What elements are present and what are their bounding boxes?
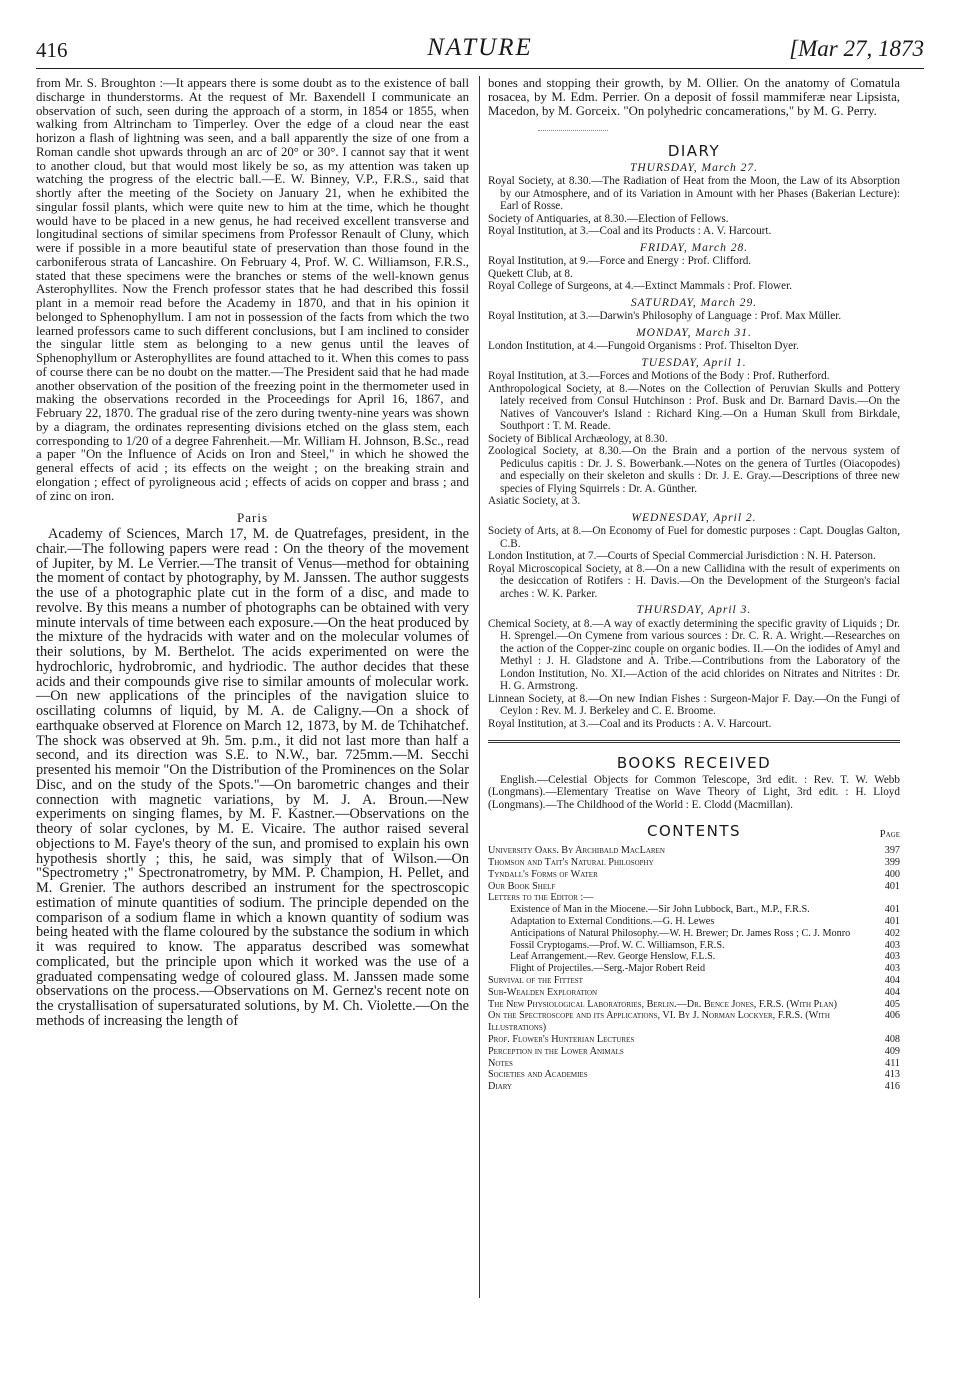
issue-date: [Mar 27, 1873 bbox=[789, 36, 924, 61]
contents-row bbox=[488, 904, 900, 916]
diary-day-heading: THURSDAY, April 3. bbox=[636, 604, 752, 617]
diary-entry: London Institution, at 7.—Courts of Special Commercial Jurisdiction : N. H. Paterson. bbox=[488, 550, 876, 563]
contents-entry-page: 416 bbox=[884, 1081, 900, 1093]
contents-entry-page: 397 bbox=[884, 845, 900, 857]
contents-entry-title: Societies and Academies bbox=[488, 1069, 588, 1081]
contents-entry-title: Letters to the Editor :— bbox=[488, 892, 594, 904]
contents-header bbox=[488, 822, 900, 845]
contents-row bbox=[488, 1069, 900, 1081]
diary-day-heading: FRIDAY, March 28. bbox=[639, 241, 749, 254]
diary-day-heading: TUESDAY, April 1. bbox=[641, 356, 747, 369]
dotted-separator bbox=[538, 130, 608, 131]
contents-row bbox=[488, 1081, 900, 1093]
contents-row bbox=[488, 857, 900, 869]
contents-entry-page: 408 bbox=[884, 1034, 900, 1045]
contents-entry-title: Sub-Wealden Exploration bbox=[488, 986, 598, 998]
diary-entry: Chemical Society, at 8.—A way of exactly determining the specific gravity of Liquids ; Dr. H. Sprengel.—On Cymene from various sources : Dr. C. R. A. Wright.—Researches on the action of the Copper-zinc couple on organic bodies. II.—On the iodides of Amyl and Methyl : J. H. Gladstone and A. Tribe.—Contributions from the Laboratory of the London Institution, No. XI.—Action of the acid chlorides on Nitrates and Nitrites : Dr. H. G. Armstrong. bbox=[488, 617, 900, 693]
contents-entry-title: Tyndall's Forms of Water bbox=[488, 868, 598, 880]
diary-entry: Asiatic Society, at 3. bbox=[488, 495, 581, 508]
contents-row bbox=[488, 916, 900, 928]
contents-entry-title: Thomson and Tait's Natural Philosophy bbox=[488, 857, 654, 869]
contents-row bbox=[488, 892, 900, 904]
page-number: 416 bbox=[36, 38, 68, 62]
contents-row bbox=[488, 951, 900, 963]
contents-row bbox=[488, 940, 900, 952]
diary-entry: Royal Institution, at 3.—Coal and its Products : A. V. Harcourt. bbox=[488, 225, 772, 238]
contents-row bbox=[488, 975, 900, 987]
contents-entry-page: 403 bbox=[884, 951, 900, 963]
contents-row bbox=[488, 1058, 900, 1070]
diary-entry: Royal Microscopical Society, at 8.—On a new Callidina with the result of experiments on the desiccation of Rotifers : H. Davis.—On the Development of the Sturgeon's facial arches : W. K. Parker. bbox=[488, 562, 900, 600]
contents-entry-page: 409 bbox=[884, 1045, 900, 1057]
contents-row bbox=[488, 928, 900, 940]
diary-entry: Anthropological Society, at 8.—Notes on the Collection of Peruvian Skulls and Pottery lately received from Consul Hutchinson : Prof. Busk and Dr. Barnard Davis.—On the Natives of Vancouver's Island : Richard King.—On a Human Skull from Birkdale, Southport : T. M. Reade. bbox=[488, 382, 900, 433]
contents-entry-page: 403 bbox=[884, 963, 900, 975]
diary-entry: London Institution, at 4.—Fungoid Organisms : Prof. Thiselton Dyer. bbox=[488, 340, 799, 353]
contents-entry-title: Our Book Shelf bbox=[488, 880, 556, 892]
contents-entry-title: Notes bbox=[488, 1057, 513, 1069]
contents-entry-title: On the Spectroscope and its Applications, VI. By J. Norman Lockyer, F.R.S. (With Illustrations) bbox=[488, 1010, 830, 1034]
diary-day-heading: MONDAY, March 31. bbox=[636, 326, 752, 339]
contents-list bbox=[488, 845, 900, 1093]
contents-entry-title: Prof. Flower's Hunterian Lectures bbox=[488, 1034, 635, 1045]
diary-title: DIARY bbox=[667, 142, 721, 161]
society-report-paragraph: from Mr. S. Broughton :—It appears there is some doubt as to the existence of ball discharge in thunderstorms. At the request of Mr. Baxendell I communicate an observation of such, seen during the approach of a storm, in 1854 or 1855, when walking from Altrincham to Timperley. Over the edge of a cloud near the east horizon a flash of lightning was seen, and a ball apparently the size of one from a Roman candle shot upwards through an arc of 20° or 30°. I cannot say that it went to another cloud, but that would most likely be so, as my attention was taken up watching the progress of the electric ball.—E. W. Binney, V.P., F.R.S., said that shortly after the meeting of the Society on January 21, when he exhibited the singular fossil plants, which were quite new to him at the time, which he thought would have to be placed in a new genus, he had received excellent transverse and longitudinal sections of similar specimens from Professor Renault of Cluny, which were if possible in a more beautiful state of preservation than those found in the carboniferous strata of Lancashire. On February 4, Prof. W. C. Williamson, F.R.S., stated that these specimens were the branches or stems of the well-known genus Asterophyllites. Now the French professor states that he had described this fossil plant in a memoir read before the Academy in 1870, and that in his opinion it belonged to Sphenophyllum. I am not in possession of the facts from which the two learned professors came to such different conclusions, but I am inclined to consider the singular little stem as belonging to a new genus until the leaves of Sphenophyllum or Asterophyllites are found attached to it. When this comes to pass of course there can be no doubt on the matter.—The President said that he had made another observation of the position of the freezing point in the thermometer used in making the observations recorded in the Proceedings for April 16, 1867, and February 22, 1870. The gradual rise of the zero during twenty-nine years was shown by a diagram, the ordinates representing divisions etched on the glass stem, each corresponding to 1/20 of a degree Fahrenheit.—Mr. William H. Johnson, B.Sc., read a paper "On the Influence of Acids on Iron and Steel," in which he showed the general effects of acid ; its effects on the weight ; on the breaking strain and elongation ; effect of pyroligneous acid ; effects of acids on copper and brass ; and of zinc on iron. bbox=[36, 76, 469, 503]
header-rule bbox=[36, 68, 924, 69]
diary-entry: Royal Institution, at 9.—Force and Energy : Prof. Clifford. bbox=[488, 255, 752, 268]
column-divider bbox=[479, 76, 480, 1298]
contents-entry-page: 413 bbox=[884, 1069, 900, 1081]
diary-entry: Royal College of Surgeons, at 4.—Extinct Mammals : Prof. Flower. bbox=[488, 280, 793, 293]
contents-row bbox=[488, 881, 900, 893]
contents-entry-page: 403 bbox=[884, 939, 900, 951]
contents-entry-title: Diary bbox=[488, 1081, 513, 1093]
contents-entry-page: 404 bbox=[884, 975, 900, 987]
contents-entry-page: 402 bbox=[884, 927, 900, 939]
diary-entry: Linnean Society, at 8.—On new Indian Fishes : Surgeon-Major F. Day.—On the Fungi of Ceylon : Rev. M. J. Berkeley and C. E. Broome. bbox=[488, 692, 900, 718]
contents-row bbox=[488, 999, 900, 1011]
continued-paragraph: bones and stopping their growth, by M. Ollier. On the anatomy of Comatula rosacea, by M. Edm. Perrier. On a deposit of fossil mammiferæ near Lipsista, Macedon, by M. Gorceix. "On polyhedric concamerations," by M. G. Perry. bbox=[488, 76, 900, 118]
contents-entry-page: 399 bbox=[884, 857, 900, 869]
contents-entry-title: Adaptation to External Conditions.—G. H. Lewes bbox=[510, 916, 715, 928]
diary-entry: Zoological Society, at 8.30.—On the Brain and a portion of the nervous system of Pediculus capitis : Dr. J. S. Bowerbank.—Notes on the genera of Turtles (Oiacopodes) and especially on their skeleton and skulls : Dr. J. E. Gray.—Descriptions of three new species of Flying Squirrels : Dr. A. Günther. bbox=[488, 445, 900, 495]
contents-entry-page: 401 bbox=[884, 880, 900, 892]
contents-entry-page: 404 bbox=[884, 986, 900, 998]
books-list: English.—Celestial Objects for Common Telescope, 3rd edit. : Rev. T. W. Webb (Longmans).—Elementary Treatise on Wave Theory of Light, 3rd edit. : H. Lloyd (Longmans).—The Childhood of the World : E. Clodd (Macmillan). bbox=[488, 773, 900, 811]
books-received bbox=[488, 774, 900, 812]
diary-entry: Society of Biblical Archæology, at 8.30. bbox=[488, 432, 668, 445]
academy-report-paragraph: Academy of Sciences, March 17, M. de Quatrefages, president, in the chair.—The following papers were read : On the theory of the movement of Jupiter, by M. Le Verrier.—The transit of Venus—method for obtaining the moment of contact by photography, by M. Janssen. The author suggests the use of a photographic plate cut in the form of a disc, and made to revolve. By this means a number of photographs can be obtained with very minute intervals of time between each exposure.—On the heat produced by the mixture of the hydracids with water and on the molecular volumes of their solutions, by M. Berthelot. The acids experimented on were the hydrochloric, hydrobromic, and hydriodic. The author decides that these acids and their compounds give rise to similar amounts of molecular work.—On new applications of the principles of the navigation sluice to oscillating columns of liquid, by M. A. de Caligny.—On a shock of earthquake observed at Florence on March 12, 1873, by M. de Tchihatchef. The shock was observed at 9h. 5m. p.m., it did not last more than half a second, and its direction was S.E. to N.W., bar. 725mm.—M. Secchi presented his memoir "On the Distribution of the Prominences on the Solar Disc, and on the study of the Spots."—On barometric changes and their connection with magnetic variations, by M. J. A. Broun.—New experiments on singing flames, by M. F. Kastner.—Observations on the theory of solar cyclones, by M. E. Vicaire. The author raised several objections to M. Faye's theory of the sun, and promised to explain his own hypothesis shortly ; this, he said, was simply that of Wilson.—On "Spectrometry ;" Spectronatrometry, by MM. P. Champion, H. Pellet, and M. Grenier. The authors described an instrument for the spectroscopic estimation of minute quantities of sodium. The principle depended on the comparison of a sodium flame in which a known quantity of sodium was being heated with the flame coloured by the substance the sodium in which it was required to know. The apparatus described was somewhat complicated, but the principle upon which it worked was the use of a graduated compensating wedge of coloured glass. M. Janssen made some observations on the process.—Observations on M. Gernez's recent note on the crystallisation of supersaturated solutions, by M. Ch. Violette.—On the methods of increasing the length of bbox=[36, 526, 469, 1029]
page-column-label: Page bbox=[879, 829, 900, 841]
diary-entry: Royal Institution, at 3.—Forces and Motions of the Body : Prof. Rutherford. bbox=[488, 370, 830, 383]
contents-entry-title: Existence of Man in the Miocene.—Sir John Lubbock, Bart., M.P., F.R.S. bbox=[510, 904, 810, 916]
left-column bbox=[36, 77, 469, 1029]
contents-entry-title: Survival of the Fittest bbox=[488, 975, 583, 987]
journal-title: NATURE bbox=[427, 34, 533, 61]
contents-row bbox=[488, 987, 900, 999]
contents-entry-title: Anticipations of Natural Philosophy.—W. H. Brewer; Dr. James Ross ; C. J. Monro bbox=[510, 927, 851, 939]
diary-list bbox=[488, 162, 900, 731]
diary-entry: Royal Institution, at 3.—Coal and its Products : A. V. Harcourt. bbox=[488, 717, 772, 730]
contents-row bbox=[488, 963, 900, 975]
contents-row bbox=[488, 1010, 900, 1034]
contents-entry-title: University Oaks. By Archibald MacLaren bbox=[488, 845, 665, 857]
right-column bbox=[488, 77, 900, 1093]
diary-entry: Society of Antiquaries, at 8.30.—Election of Fellows. bbox=[488, 212, 729, 225]
page-header bbox=[36, 34, 924, 70]
contents-entry-page: 411 bbox=[885, 1057, 900, 1069]
contents-row bbox=[488, 845, 900, 857]
diary-day-heading: THURSDAY, March 27. bbox=[629, 161, 759, 174]
contents-row bbox=[488, 869, 900, 881]
contents-entry-page bbox=[870, 892, 900, 904]
section-rule bbox=[488, 740, 900, 743]
diary-entry: Royal Institution, at 3.—Darwin's Philosophy of Language : Prof. Max Müller. bbox=[488, 310, 842, 323]
contents-row bbox=[488, 1046, 900, 1058]
contents-entry-page: 401 bbox=[884, 904, 900, 916]
contents-row bbox=[488, 1034, 900, 1046]
section-heading-paris: Paris bbox=[237, 510, 268, 526]
contents-entry-page: 405 bbox=[884, 998, 900, 1010]
diary-day-heading: WEDNESDAY, April 2. bbox=[631, 511, 757, 524]
contents-entry-title: Fossil Cryptogams.—Prof. W. C. Williamson, F.R.S. bbox=[510, 939, 725, 951]
diary-entry: Royal Society, at 8.30.—The Radiation of Heat from the Moon, the Law of its Absorption by our Atmosphere, and of its Variation in Amount with her Phases (Bakerian Lecture): Earl of Rosse. bbox=[488, 175, 900, 213]
contents-entry-title: Leaf Arrangement.—Rev. George Henslow, F.L.S. bbox=[510, 951, 716, 963]
books-received-title: BOOKS RECEIVED bbox=[616, 754, 772, 773]
contents-title: CONTENTS bbox=[646, 822, 742, 841]
diary-entry: Quekett Club, at 8. bbox=[488, 267, 573, 280]
diary-entry: Society of Arts, at 8.—On Economy of Fuel for domestic purposes : Capt. Douglas Galton, C.B. bbox=[488, 525, 900, 550]
contents-entry-title: Perception in the Lower Animals bbox=[488, 1045, 624, 1057]
contents-entry-title: Flight of Projectiles.—Serg.-Major Robert Reid bbox=[510, 963, 706, 975]
contents-entry-page: 400 bbox=[884, 868, 900, 880]
contents-entry-page: 401 bbox=[884, 916, 900, 928]
diary-day-heading: SATURDAY, March 29. bbox=[630, 296, 758, 309]
contents-entry-title: The New Physiological Laboratories, Berlin.—Dr. Bence Jones, F.R.S. (With Plan) bbox=[488, 998, 837, 1010]
contents-entry-page: 406 bbox=[884, 1010, 900, 1022]
